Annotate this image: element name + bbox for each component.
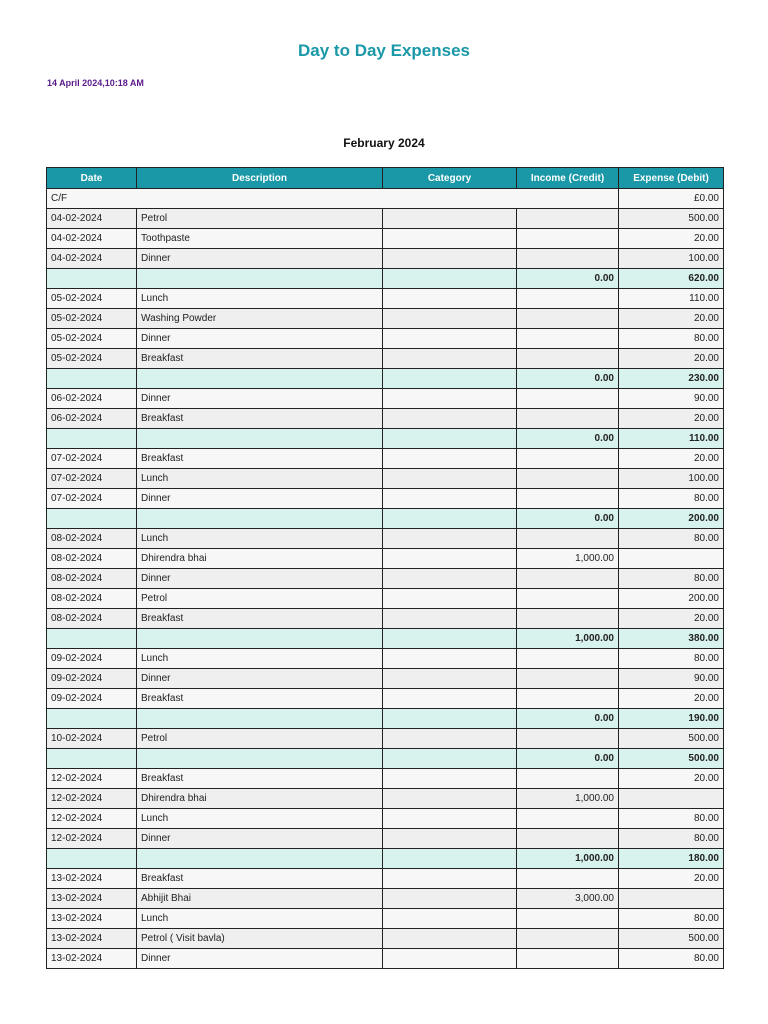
- date-cell: 08-02-2024: [47, 549, 137, 569]
- table-row: [47, 209, 724, 229]
- expense-cell: 20.00: [619, 409, 724, 429]
- table-row: [47, 929, 724, 949]
- total-date-cell: [47, 709, 137, 729]
- column-header-income: Income (Credit): [517, 168, 619, 189]
- description-cell: Washing Powder: [137, 309, 383, 329]
- expense-cell: 80.00: [619, 649, 724, 669]
- expense-cell: 90.00: [619, 389, 724, 409]
- expense-cell: 80.00: [619, 829, 724, 849]
- category-cell: [383, 949, 517, 969]
- expense-cell: 100.00: [619, 469, 724, 489]
- description-cell: Breakfast: [137, 409, 383, 429]
- expense-cell: 80.00: [619, 909, 724, 929]
- category-cell: [383, 869, 517, 889]
- total-category-cell: [383, 849, 517, 869]
- income-cell: [517, 829, 619, 849]
- description-cell: Petrol: [137, 589, 383, 609]
- category-cell: [383, 469, 517, 489]
- description-cell: Dhirendra bhai: [137, 549, 383, 569]
- date-cell: 05-02-2024: [47, 329, 137, 349]
- date-cell: 08-02-2024: [47, 569, 137, 589]
- table-row: [47, 389, 724, 409]
- category-cell: [383, 309, 517, 329]
- date-cell: 13-02-2024: [47, 869, 137, 889]
- date-cell: 09-02-2024: [47, 649, 137, 669]
- category-cell: [383, 909, 517, 929]
- table-row: [47, 589, 724, 609]
- total-income-cell: 0.00: [517, 709, 619, 729]
- category-cell: [383, 829, 517, 849]
- category-cell: [383, 929, 517, 949]
- total-date-cell: [47, 509, 137, 529]
- table-row: [47, 449, 724, 469]
- description-cell: Dinner: [137, 489, 383, 509]
- table-row: [47, 569, 724, 589]
- income-cell: [517, 409, 619, 429]
- date-cell: 06-02-2024: [47, 409, 137, 429]
- daily-total-row: [47, 509, 724, 529]
- table-row: [47, 809, 724, 829]
- date-cell: 13-02-2024: [47, 949, 137, 969]
- table-row: [47, 329, 724, 349]
- table-row: [47, 829, 724, 849]
- total-description-cell: [137, 509, 383, 529]
- description-cell: Dinner: [137, 829, 383, 849]
- date-cell: 07-02-2024: [47, 489, 137, 509]
- income-cell: 1,000.00: [517, 549, 619, 569]
- table-row: [47, 729, 724, 749]
- table-row: [47, 229, 724, 249]
- date-cell: 08-02-2024: [47, 529, 137, 549]
- category-cell: [383, 669, 517, 689]
- total-income-cell: 1,000.00: [517, 849, 619, 869]
- expense-cell: 20.00: [619, 349, 724, 369]
- total-description-cell: [137, 749, 383, 769]
- income-cell: [517, 589, 619, 609]
- table-row: [47, 609, 724, 629]
- expense-cell: [619, 889, 724, 909]
- income-cell: [517, 469, 619, 489]
- income-cell: [517, 449, 619, 469]
- income-cell: [517, 349, 619, 369]
- date-cell: 10-02-2024: [47, 729, 137, 749]
- income-cell: [517, 669, 619, 689]
- table-row: [47, 869, 724, 889]
- date-cell: 05-02-2024: [47, 349, 137, 369]
- expense-cell: 80.00: [619, 569, 724, 589]
- total-date-cell: [47, 429, 137, 449]
- category-cell: [383, 289, 517, 309]
- category-cell: [383, 209, 517, 229]
- month-heading: February 2024: [343, 136, 425, 150]
- description-cell: Petrol: [137, 729, 383, 749]
- category-cell: [383, 449, 517, 469]
- total-description-cell: [137, 709, 383, 729]
- date-cell: 13-02-2024: [47, 909, 137, 929]
- report-timestamp: 14 April 2024,10:18 AM: [47, 78, 144, 88]
- daily-total-row: [47, 429, 724, 449]
- total-description-cell: [137, 369, 383, 389]
- daily-total-row: [47, 369, 724, 389]
- total-date-cell: [47, 369, 137, 389]
- income-cell: [517, 869, 619, 889]
- category-cell: [383, 229, 517, 249]
- income-cell: [517, 249, 619, 269]
- expense-cell: 500.00: [619, 929, 724, 949]
- total-category-cell: [383, 269, 517, 289]
- carried-forward-label: C/F: [47, 189, 619, 209]
- daily-total-row: [47, 849, 724, 869]
- date-cell: 07-02-2024: [47, 449, 137, 469]
- table-header-row: [47, 168, 724, 189]
- income-cell: [517, 909, 619, 929]
- column-header-category: Category: [383, 168, 517, 189]
- income-cell: 1,000.00: [517, 789, 619, 809]
- description-cell: Breakfast: [137, 769, 383, 789]
- description-cell: Dinner: [137, 249, 383, 269]
- category-cell: [383, 389, 517, 409]
- description-cell: Breakfast: [137, 449, 383, 469]
- date-cell: 12-02-2024: [47, 789, 137, 809]
- date-cell: 12-02-2024: [47, 809, 137, 829]
- total-date-cell: [47, 269, 137, 289]
- category-cell: [383, 589, 517, 609]
- total-description-cell: [137, 849, 383, 869]
- description-cell: Dinner: [137, 329, 383, 349]
- income-cell: [517, 769, 619, 789]
- expense-cell: 20.00: [619, 769, 724, 789]
- income-cell: [517, 209, 619, 229]
- total-expense-cell: 500.00: [619, 749, 724, 769]
- description-cell: Petrol ( Visit bavla): [137, 929, 383, 949]
- description-cell: Lunch: [137, 529, 383, 549]
- total-expense-cell: 380.00: [619, 629, 724, 649]
- income-cell: [517, 949, 619, 969]
- date-cell: 06-02-2024: [47, 389, 137, 409]
- page-title: Day to Day Expenses: [298, 41, 470, 60]
- description-cell: Dinner: [137, 669, 383, 689]
- income-cell: [517, 389, 619, 409]
- expense-cell: 110.00: [619, 289, 724, 309]
- total-description-cell: [137, 269, 383, 289]
- description-cell: Dhirendra bhai: [137, 789, 383, 809]
- income-cell: [517, 329, 619, 349]
- description-cell: Lunch: [137, 469, 383, 489]
- total-date-cell: [47, 629, 137, 649]
- table-row: [47, 529, 724, 549]
- expense-cell: [619, 549, 724, 569]
- total-date-cell: [47, 749, 137, 769]
- income-cell: [517, 809, 619, 829]
- total-category-cell: [383, 429, 517, 449]
- expense-cell: 20.00: [619, 869, 724, 889]
- description-cell: Petrol: [137, 209, 383, 229]
- category-cell: [383, 729, 517, 749]
- expense-cell: 20.00: [619, 309, 724, 329]
- income-cell: [517, 289, 619, 309]
- category-cell: [383, 349, 517, 369]
- total-expense-cell: 200.00: [619, 509, 724, 529]
- expense-cell: 90.00: [619, 669, 724, 689]
- carried-forward-row: [47, 189, 724, 209]
- date-cell: 08-02-2024: [47, 609, 137, 629]
- total-income-cell: 1,000.00: [517, 629, 619, 649]
- total-income-cell: 0.00: [517, 509, 619, 529]
- income-cell: [517, 729, 619, 749]
- category-cell: [383, 769, 517, 789]
- description-cell: Lunch: [137, 289, 383, 309]
- category-cell: [383, 569, 517, 589]
- table-row: [47, 769, 724, 789]
- table-row: [47, 349, 724, 369]
- description-cell: Breakfast: [137, 349, 383, 369]
- category-cell: [383, 689, 517, 709]
- income-cell: [517, 929, 619, 949]
- table-row: [47, 409, 724, 429]
- total-income-cell: 0.00: [517, 429, 619, 449]
- total-income-cell: 0.00: [517, 369, 619, 389]
- total-expense-cell: 190.00: [619, 709, 724, 729]
- expense-cell: 80.00: [619, 529, 724, 549]
- carried-forward-amount: £0.00: [619, 189, 724, 209]
- date-cell: 12-02-2024: [47, 769, 137, 789]
- category-cell: [383, 789, 517, 809]
- expense-cell: 80.00: [619, 949, 724, 969]
- expense-cell: [619, 789, 724, 809]
- income-cell: [517, 309, 619, 329]
- expense-cell: 20.00: [619, 229, 724, 249]
- total-expense-cell: 230.00: [619, 369, 724, 389]
- category-cell: [383, 889, 517, 909]
- expense-cell: 200.00: [619, 589, 724, 609]
- expense-cell: 20.00: [619, 609, 724, 629]
- income-cell: [517, 489, 619, 509]
- category-cell: [383, 249, 517, 269]
- table-row: [47, 249, 724, 269]
- total-expense-cell: 180.00: [619, 849, 724, 869]
- description-cell: Lunch: [137, 809, 383, 829]
- description-cell: Abhijit Bhai: [137, 889, 383, 909]
- total-expense-cell: 110.00: [619, 429, 724, 449]
- expense-cell: 80.00: [619, 489, 724, 509]
- column-header-expense: Expense (Debit): [619, 168, 724, 189]
- category-cell: [383, 809, 517, 829]
- expense-cell: 500.00: [619, 729, 724, 749]
- description-cell: Breakfast: [137, 609, 383, 629]
- expense-cell: 20.00: [619, 689, 724, 709]
- date-cell: 08-02-2024: [47, 589, 137, 609]
- description-cell: Dinner: [137, 389, 383, 409]
- total-category-cell: [383, 509, 517, 529]
- description-cell: Lunch: [137, 909, 383, 929]
- expense-cell: 500.00: [619, 209, 724, 229]
- category-cell: [383, 489, 517, 509]
- description-cell: Toothpaste: [137, 229, 383, 249]
- total-income-cell: 0.00: [517, 749, 619, 769]
- daily-total-row: [47, 629, 724, 649]
- expense-cell: 100.00: [619, 249, 724, 269]
- income-cell: [517, 569, 619, 589]
- table-row: [47, 489, 724, 509]
- table-row: [47, 789, 724, 809]
- table-row: [47, 469, 724, 489]
- table-row: [47, 289, 724, 309]
- total-category-cell: [383, 709, 517, 729]
- table-row: [47, 889, 724, 909]
- date-cell: 09-02-2024: [47, 669, 137, 689]
- table-row: [47, 949, 724, 969]
- date-cell: 09-02-2024: [47, 689, 137, 709]
- table-row: [47, 669, 724, 689]
- total-description-cell: [137, 429, 383, 449]
- date-cell: 13-02-2024: [47, 929, 137, 949]
- table-row: [47, 909, 724, 929]
- daily-total-row: [47, 269, 724, 289]
- description-cell: Breakfast: [137, 869, 383, 889]
- daily-total-row: [47, 709, 724, 729]
- daily-total-row: [47, 749, 724, 769]
- date-cell: 12-02-2024: [47, 829, 137, 849]
- income-cell: [517, 649, 619, 669]
- description-cell: Dinner: [137, 569, 383, 589]
- total-category-cell: [383, 749, 517, 769]
- category-cell: [383, 649, 517, 669]
- category-cell: [383, 329, 517, 349]
- date-cell: 04-02-2024: [47, 249, 137, 269]
- total-description-cell: [137, 629, 383, 649]
- date-cell: 05-02-2024: [47, 309, 137, 329]
- column-header-description: Description: [137, 168, 383, 189]
- income-cell: [517, 229, 619, 249]
- expenses-table: [46, 167, 724, 969]
- description-cell: Lunch: [137, 649, 383, 669]
- expense-cell: 20.00: [619, 449, 724, 469]
- table-row: [47, 649, 724, 669]
- total-expense-cell: 620.00: [619, 269, 724, 289]
- expense-cell: 80.00: [619, 329, 724, 349]
- income-cell: [517, 609, 619, 629]
- category-cell: [383, 409, 517, 429]
- category-cell: [383, 609, 517, 629]
- income-cell: [517, 689, 619, 709]
- total-income-cell: 0.00: [517, 269, 619, 289]
- date-cell: 04-02-2024: [47, 229, 137, 249]
- date-cell: 13-02-2024: [47, 889, 137, 909]
- category-cell: [383, 549, 517, 569]
- column-header-date: Date: [47, 168, 137, 189]
- date-cell: 07-02-2024: [47, 469, 137, 489]
- table-row: [47, 549, 724, 569]
- expense-cell: 80.00: [619, 809, 724, 829]
- category-cell: [383, 529, 517, 549]
- total-category-cell: [383, 369, 517, 389]
- description-cell: Dinner: [137, 949, 383, 969]
- table-row: [47, 309, 724, 329]
- income-cell: [517, 529, 619, 549]
- date-cell: 05-02-2024: [47, 289, 137, 309]
- total-date-cell: [47, 849, 137, 869]
- date-cell: 04-02-2024: [47, 209, 137, 229]
- description-cell: Breakfast: [137, 689, 383, 709]
- total-category-cell: [383, 629, 517, 649]
- table-row: [47, 689, 724, 709]
- income-cell: 3,000.00: [517, 889, 619, 909]
